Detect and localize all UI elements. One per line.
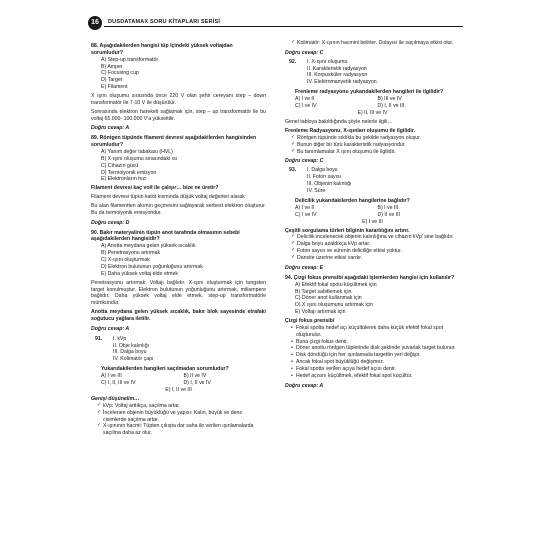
bullet-list (291, 135, 460, 156)
option: E) Voltajı artırmak için (295, 309, 346, 316)
question-text: Frenleme radyasyonu yukarıdakilerden hangileri ile ilgilidir? (295, 89, 444, 96)
page-header (88, 16, 463, 30)
answer: Doğru cevap: A (91, 325, 130, 332)
options-grid (295, 205, 460, 219)
question-number: 93. (289, 167, 297, 174)
right-column (285, 40, 460, 392)
option: C) Focusing cup (101, 70, 139, 77)
roman-item: I. kVp (113, 335, 127, 342)
explanation: X ışını oluşumu sırasında önce 220 V olan şehir cereyanı step – down transformatör ile 7-10 V ile düşürülür. (91, 93, 266, 106)
bullet-item: ✓ İncelenen objenin büyüklüğü ve yapısı: Kalın, büyük ve dens cisimlerde saçılma artar. (97, 410, 266, 424)
question-93 (285, 167, 460, 272)
explanation: Penetrasyonu artırmak: Voltajı bağlıdır. X-ışını oluşturmak için tungsten target konulmuştur. Elektron bulutunun yoğunluğunu artırmak, miliampere bağlıdır. Daha yüksek voltaj elde etmek, step-up transformatörle mümkündür. (91, 279, 266, 307)
option: C) X-ışını oluşturmak (101, 257, 150, 264)
bullet-item: • Ancak fokal spot büyüklüğü değişmez. (291, 359, 460, 366)
bullet-item: • Fokal spotta hedef açı küçültülerek daha küçük efektif fokal spot oluşturulur. (291, 325, 460, 339)
roman-item: III. Korpusküler radyasyon (307, 72, 368, 79)
option: D) Target (101, 77, 123, 84)
explanation: Genel tabloya bakıldığında şöyle nelerle ilgili… (285, 119, 393, 126)
bullet-item: ✓ Delicilik incelenecek objenin kalınlığına ve cihazın kVp' sine bağlıdır. (291, 234, 460, 241)
option: A) I ve III (101, 372, 122, 379)
note-title: Çizgi fokus prensibi (285, 317, 335, 324)
roman-item: II. Foton sayısı (307, 174, 342, 181)
question-text: Yukarıdakilerden hangileri saçılmadan sorumludur? (101, 366, 229, 373)
bullet-item: • Fokal spotta verilen açıya hedef açısı denir. (291, 366, 460, 373)
answer: Doğru cevap: C (285, 158, 324, 165)
question-text: Delicilik yukarıdakilerden hangilerine bağlıdır? (295, 197, 410, 204)
option: B) Amper (101, 63, 123, 70)
roman-item: IV. Süre (307, 187, 326, 194)
option: C) I ve IV (295, 211, 317, 218)
option: D) I, II ve III (377, 103, 405, 110)
explanation: Sonrasında elektron hareketi sağlamak için, step – up transformatör ile bu voltaj 65.000- 100.000 V'a yükseltilir. (91, 108, 266, 122)
options-grid (101, 373, 266, 387)
answer: Doğru cevap: A (285, 382, 324, 389)
question-text: 89. Röntgen tüpünde filament devresi aşağıdakilerden hangisinden sorumludur? (91, 135, 257, 149)
bullet-item: • Disk döndüğü için her ışınlamada targettin yeri değişir. (291, 352, 460, 359)
option: B) Target sabitlemek için (295, 288, 352, 295)
roman-items (307, 167, 351, 194)
answer: Doğru cevap: D (91, 219, 130, 226)
question-90 (91, 230, 266, 333)
option: C) I, II, III ve IV (101, 380, 136, 387)
option: B) III ve IV (377, 96, 402, 103)
roman-item: I. Dalga boyu (307, 167, 338, 174)
roman-item: II. Obje kalınlığı (113, 342, 150, 349)
option: E) Daha yüksek voltaj elde etmek (101, 270, 178, 277)
roman-item: I. X-ışını oluşumu (307, 58, 348, 65)
roman-list (289, 167, 460, 194)
roman-item: III. Dalga boyu (113, 349, 147, 356)
question-94 (285, 275, 460, 390)
explanation: Bu alan filamentten akımın geçmesini sağlayarak serbest elektron oluşturur. Bu da termoiyonik emisyondur. (91, 203, 266, 216)
option: B) X-ışını oluşumu sırasındaki ısı (101, 155, 178, 162)
roman-item: III. Objenin kalınlığı (307, 180, 352, 187)
bullet-item: ✓ Kolimatör: X-ışının hacmini belirler. Dolayısı ile saçılmaya etkisi olur. (291, 40, 460, 47)
option: A) Efektif fokal spotu küçültmek için (295, 281, 377, 288)
bullet-list (291, 40, 460, 47)
option: D) Termoiyonik emisyon (101, 169, 157, 176)
roman-item: II. Karakteristik radyasyon (307, 65, 367, 72)
roman-list (95, 336, 266, 363)
roman-item: IV. Elektromanyetik radyasyon (307, 79, 377, 86)
bullet-item: ✓ Bu tanımlamalar X ışını oluşumu ile ilgilidir. (291, 149, 460, 156)
bullet-item: ✓ Röntgen tüpünde sıklıkla bu şekilde radyasyon oluşur. (291, 135, 460, 142)
answer: Doğru cevap: E (285, 264, 324, 271)
options-grid (295, 96, 460, 110)
bullet-list (291, 234, 460, 261)
option: A) I ve II (295, 96, 315, 103)
series-bar (104, 19, 463, 27)
question-number: 92. (289, 58, 297, 65)
option: A) I ve II (295, 204, 315, 211)
question-text: 90. Bakır materyalinin tüpün anot tarafında olmasının sebebi aşağıdakilerden hangisidir? (91, 229, 240, 243)
option: D) X ışını oluşumunu artırmak için (295, 302, 374, 309)
explanation: Filament devresi tüpün katot kısmında düşük voltaj değerleri alarak (91, 194, 245, 201)
bullet-list (291, 325, 460, 380)
bullet-list (97, 403, 266, 437)
roman-items (307, 59, 377, 86)
roman-items (113, 336, 153, 363)
question-88 (91, 43, 266, 132)
page-number: 16 (88, 16, 102, 30)
bullet-item: ✓ Bunun diğer bir türü karakteristik radyasyondur. (291, 142, 460, 149)
explanation: Anotta meydana gelen yüksek sıcaklık, bakır blok sayesinde etrafaki soğutucu yağlara iletilir. (91, 309, 266, 322)
option: B) Penetrasyonu artırmak (101, 250, 161, 257)
option: E) Filament (101, 84, 128, 91)
option: D) Elektron bulutunun yoğunluğunu artırmak (101, 263, 203, 270)
question-92 (285, 59, 460, 166)
option: D) II ve III (377, 211, 400, 218)
bullet-item: • Buna çizgi fokus denir. (291, 339, 460, 346)
bullet-item: ✓ X-ışınının hacmi: Tüpten çıkışta dar saha ile verilen ışınlamalarda saçılma daha az olur. (97, 423, 266, 437)
answer: Doğru cevap: C (285, 49, 324, 56)
question-text: 88. Aşağıdakilerden hangisi tüp içindeki yüksek voltajdan sorumludur? (91, 43, 233, 56)
option: E) Elektronların hızı (101, 176, 147, 183)
bullet-item: ✓ Dalga boyu azaldıkça kVp artar. (291, 241, 460, 248)
explanation: Frenleme Radyasyonu, X-ışınları oluşumu ile ilgilidir. (285, 127, 416, 134)
left-column (91, 40, 266, 437)
bullet-item: • Hedef açısını küçültmek, efektif fokal spot küçültür. (291, 373, 460, 380)
question-89 (91, 135, 266, 226)
roman-list (289, 59, 460, 86)
answer: Doğru cevap: A (91, 125, 130, 132)
option: A) Anotta meydana gelen yüksek sıcaklık (101, 243, 196, 250)
option: C) I ve IV (295, 103, 317, 110)
option: C) Döner anot kullanmak için (295, 295, 362, 302)
question-91 (91, 336, 266, 438)
option: D) I, II ve IV (183, 380, 211, 387)
note-title: Çeşitli sorgulama türleri bilginin kararlılığını artırır. (285, 227, 410, 234)
question-text: 94. Çizgi fokus prensibi aşağıdaki işlemlerden hangisi için kullanılır? (285, 274, 455, 281)
bullet-item: ✓ kVp: Voltaj arttıkça, saçılma artar. (97, 403, 266, 410)
option: A) Step-up transformatör (101, 56, 159, 63)
bullet-item: ✓ Dansite üzerine etkisi vardır. (291, 255, 460, 262)
question-91-continued (285, 40, 460, 57)
series-title: DUSDATAMAX SORU KİTAPLARI SERİSİ (108, 19, 221, 25)
bullet-item: ✓ Foton sayısı ve sürenin deliciliğe etkisi yoktur. (291, 248, 460, 255)
option: E) II, III ve IV (357, 110, 388, 117)
sub-question: Filament devresi kaç volt ile çalışır… bize ne üretir? (91, 185, 219, 192)
bullet-item: • Döner anotlu röntgen tüplerinde disk şeklinde yuvarlak target bulunur. (291, 345, 460, 352)
option: E) I ve III (362, 218, 383, 225)
question-number: 91. (95, 335, 103, 342)
option: E) I, II ve III (165, 387, 192, 394)
option: A) Yanım değer tabakası (HVL) (101, 149, 173, 156)
roman-item: IV. Kolimatör çapı (113, 356, 154, 363)
option: B) I ve III (377, 204, 399, 211)
note-title: Genişi düşünelim… (91, 396, 140, 403)
option: B) II ve IV (183, 372, 207, 379)
option: C) Cihazın gücü (101, 162, 139, 169)
